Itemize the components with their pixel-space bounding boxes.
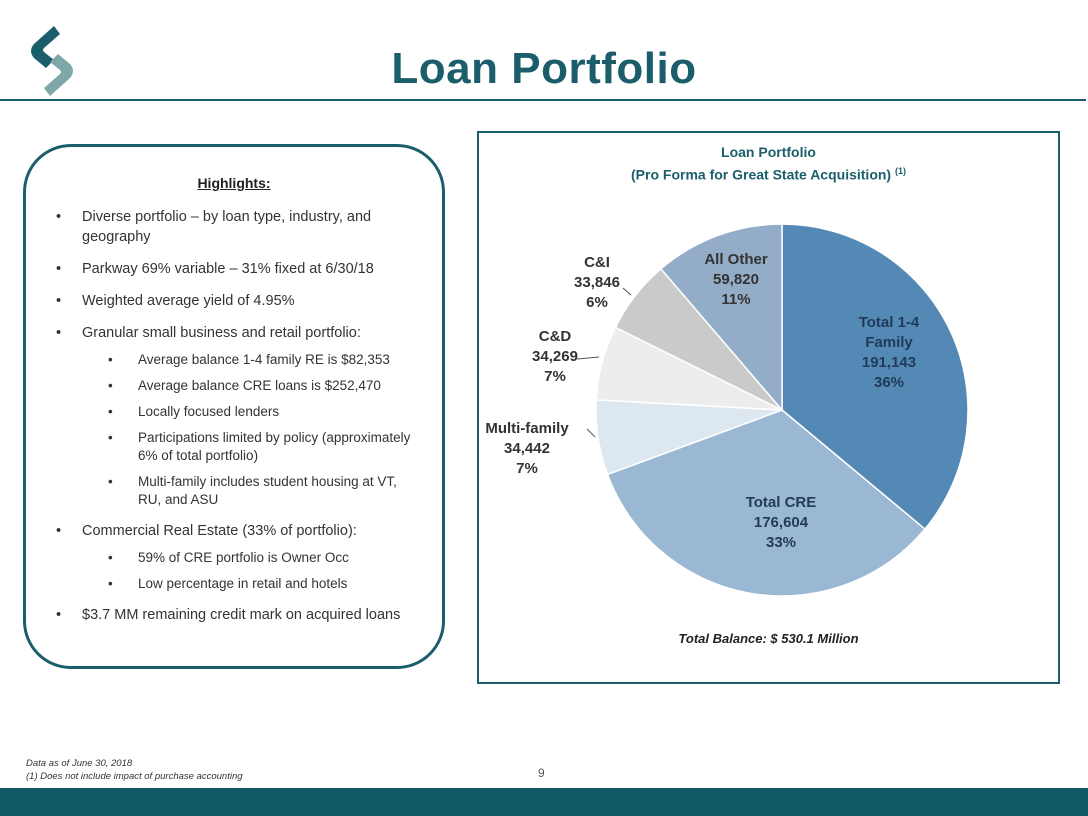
highlight-sublist xyxy=(82,549,416,593)
slice-label-name: Total CRE xyxy=(745,494,817,511)
footnote-data-date: Data as of June 30, 2018 xyxy=(26,758,133,769)
highlight-item xyxy=(56,605,416,625)
slice-label-value: 59,820 xyxy=(713,271,759,288)
highlight-subitem: • Multi-family includes student housing at VT, RU, and ASU xyxy=(82,473,416,509)
slice-label-value: 191,143 xyxy=(861,354,917,371)
highlight-text: Parkway 69% variable – 31% fixed at 6/30/18 xyxy=(82,261,374,277)
highlight-subitem: • Low percentage in retail and hotels xyxy=(82,575,416,593)
highlight-item xyxy=(56,207,416,247)
highlight-subitem: • 59% of CRE portfolio is Owner Occ xyxy=(82,549,416,567)
highlight-text: Weighted average yield of 4.95% xyxy=(82,293,295,309)
title-divider xyxy=(0,99,1086,101)
chart-subtitle-footnote-mark: (1) xyxy=(894,166,906,176)
slice-label-value: 34,269 xyxy=(532,348,578,365)
leader-line xyxy=(577,357,599,359)
slice-label-percent: 36% xyxy=(873,374,905,391)
slice-label-name: C&I xyxy=(584,254,610,271)
slice-label-value: 33,846 xyxy=(574,274,620,291)
slice-label-name: C&D xyxy=(538,328,572,345)
highlight-text: Granular small business and retail portfolio: xyxy=(82,325,361,341)
highlights-panel xyxy=(23,144,445,669)
slice-label xyxy=(574,254,620,311)
highlights-list xyxy=(56,207,416,637)
page-title: Loan Portfolio xyxy=(391,44,697,93)
slice-label-name: All Other xyxy=(704,251,768,268)
slice-label-percent: 11% xyxy=(721,291,751,308)
footnote-purchase-accounting: (1) Does not include impact of purchase accounting xyxy=(26,771,243,782)
highlight-item xyxy=(56,291,416,311)
loan-portfolio-chart-panel xyxy=(477,131,1060,684)
slice-label-value: 176,604 xyxy=(753,514,809,531)
footer-bar xyxy=(0,788,1088,816)
highlight-subitem: • Locally focused lenders xyxy=(82,403,416,421)
highlight-item xyxy=(56,259,416,279)
chart-subtitle-text: (Pro Forma for Great State Acquisition) xyxy=(631,166,892,183)
slice-label-name: Multi-family xyxy=(485,420,569,437)
page-number: 9 xyxy=(538,766,545,780)
highlight-sublist xyxy=(82,351,416,509)
highlight-text: Commercial Real Estate (33% of portfolio): xyxy=(82,523,357,539)
slice-label xyxy=(485,420,569,477)
highlight-item xyxy=(56,323,416,509)
slice-label-name: Total 1-4 xyxy=(858,314,920,331)
slice-label-percent: 33% xyxy=(765,534,797,551)
leader-line xyxy=(623,288,631,295)
slice-label-value: 34,442 xyxy=(504,440,550,457)
slice-label-percent: 7% xyxy=(516,460,538,477)
highlight-item xyxy=(56,521,416,593)
leader-line xyxy=(587,429,595,437)
slice-label-percent: 6% xyxy=(586,294,608,311)
highlight-text: $3.7 MM remaining credit mark on acquired loans xyxy=(82,607,401,623)
highlight-text: Diverse portfolio – by loan type, industry, and geography xyxy=(82,209,372,245)
slice-label xyxy=(532,328,578,385)
highlight-subitem: • Participations limited by policy (approximately 6% of total portfolio) xyxy=(82,429,416,465)
pie-chart xyxy=(479,133,1058,682)
highlight-subitem: • Average balance CRE loans is $252,470 xyxy=(82,377,416,395)
slice-label-percent: 7% xyxy=(544,368,566,385)
highlights-heading: Highlights: xyxy=(197,175,271,191)
slice-label-name: Family xyxy=(865,334,913,351)
chart-title: Loan Portfolio xyxy=(721,144,816,160)
highlight-subitem: • Average balance 1-4 family RE is $82,353 xyxy=(82,351,416,369)
total-balance: Total Balance: $ 530.1 Million xyxy=(678,631,859,646)
